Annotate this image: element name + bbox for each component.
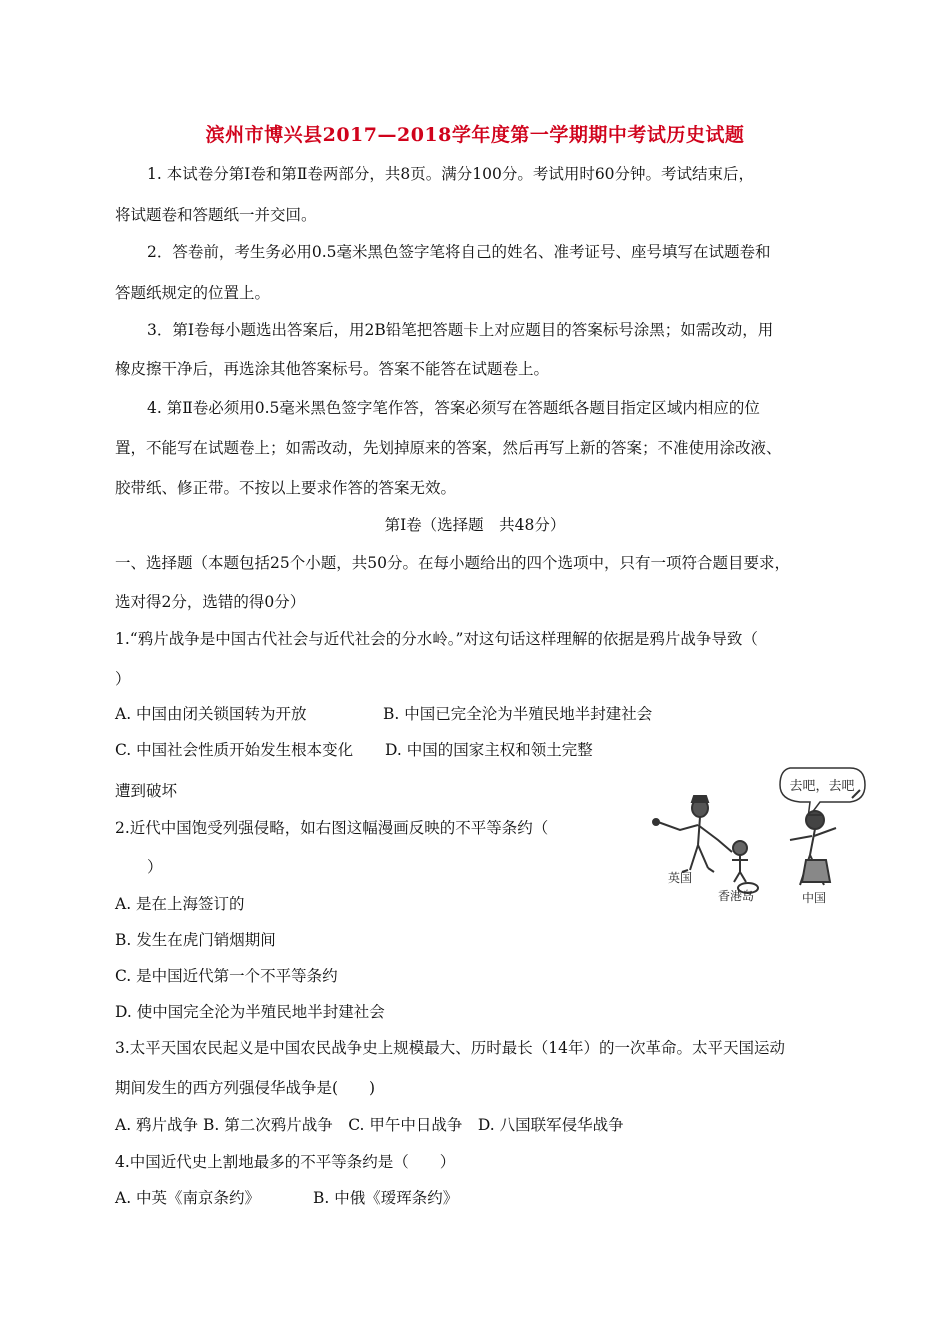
q3-stem: 3.太平天国农民起义是中国农民战争史上规模最大、历时最长（14年）的一次革命。太平天国运动 bbox=[115, 1039, 786, 1057]
q2-stem: 2.近代中国饱受列强侵略，如右图这幅漫画反映的不平等条约（ bbox=[115, 819, 549, 837]
q1-option-b: B. 中国已完全沦为半殖民地半封建社会 bbox=[383, 705, 653, 723]
q4-option-a: A. 中英《南京条约》 bbox=[115, 1189, 261, 1207]
instruction-1-line-2: 将试题卷和答题纸一并交回。 bbox=[115, 206, 317, 224]
q2-option-d: D. 使中国完全沦为半殖民地半封建社会 bbox=[115, 1003, 385, 1021]
part-intro-line-2: 选对得2分，选错的得0分） bbox=[115, 593, 306, 611]
q2-option-a: A. 是在上海签订的 bbox=[115, 895, 245, 913]
instruction-4-line-2: 置，不能写在试题卷上；如需改动，先划掉原来的答案，然后再写上新的答案；不准使用涂改液、 bbox=[115, 439, 782, 457]
q2-option-c: C. 是中国近代第一个不平等条约 bbox=[115, 967, 338, 985]
section-heading: 第Ⅰ卷（选择题 共48分） bbox=[384, 516, 566, 534]
q1-option-a: A. 中国由闭关锁国转为开放 bbox=[115, 705, 307, 723]
china-figure bbox=[790, 790, 860, 885]
q2-option-b: B. 发生在虎门销烟期间 bbox=[115, 931, 276, 949]
q3-options: A. 鸦片战争 B. 第二次鸦片战争 C. 甲午中日战争 D. 八国联军侵华战争 bbox=[115, 1116, 624, 1134]
instruction-2-line-1: 2．答卷前，考生务必用0.5毫米黑色签字笔将自己的姓名、准考证号、座号填写在试题卷和 bbox=[147, 243, 771, 261]
instruction-3-line-2: 橡皮擦干净后，再选涂其他答案标号。答案不能答在试题卷上。 bbox=[115, 360, 550, 378]
q1-stem-close: ） bbox=[115, 670, 131, 688]
q1-stem: 1.“鸦片战争是中国古代社会与近代社会的分水岭。”对这句话这样理解的依据是鸦片战争导致（ bbox=[115, 630, 758, 648]
label-britain: 英国 bbox=[668, 871, 693, 885]
instruction-2-line-2: 答题纸规定的位置上。 bbox=[115, 284, 271, 302]
hongkong-figure bbox=[732, 841, 758, 893]
q1-option-d: D. 中国的国家主权和领土完整 bbox=[385, 741, 593, 759]
part-intro-line-1: 一、选择题（本题包括25个小题，共50分。在每小题给出的四个选项中，只有一项符合题目要求， bbox=[115, 554, 790, 572]
instruction-4-line-3: 胶带纸、修正带。不按以上要求作答的答案无效。 bbox=[115, 479, 457, 497]
instruction-4-line-1: 4. 第Ⅱ卷必须用0.5毫米黑色签字笔作答，答案必须写在答题纸各题目指定区域内相应的位 bbox=[147, 399, 760, 417]
q4-option-b: B. 中俄《瑷珲条约》 bbox=[313, 1189, 459, 1207]
q3-stem-line-2: 期间发生的西方列强侵华战争是( ) bbox=[115, 1079, 376, 1097]
exam-title: 滨州市博兴县2017—2018学年度第一学期期中考试历史试题 bbox=[205, 124, 745, 146]
instruction-1-line-1: 1. 本试卷分第Ⅰ卷和第Ⅱ卷两部分，共8页。满分100分。考试用时60分钟。考试结束后， bbox=[147, 165, 755, 183]
label-china: 中国 bbox=[802, 891, 827, 905]
label-hongkong: 香港岛 bbox=[718, 889, 755, 903]
britain-figure bbox=[653, 796, 732, 872]
speech-bubble-text: 去吧，去吧 bbox=[789, 779, 855, 794]
q1-option-c: C. 中国社会性质开始发生根本变化 bbox=[115, 741, 354, 759]
cartoon-illustration bbox=[640, 760, 870, 910]
instruction-3-line-1: 3．第Ⅰ卷每小题选出答案后，用2B铅笔把答题卡上对应题目的答案标号涂黑；如需改动，用 bbox=[147, 321, 774, 339]
q4-stem: 4.中国近代史上割地最多的不平等条约是（ ） bbox=[115, 1153, 456, 1171]
q1-option-d-continued: 遭到破坏 bbox=[115, 782, 178, 800]
q2-stem-close: ） bbox=[147, 858, 163, 876]
